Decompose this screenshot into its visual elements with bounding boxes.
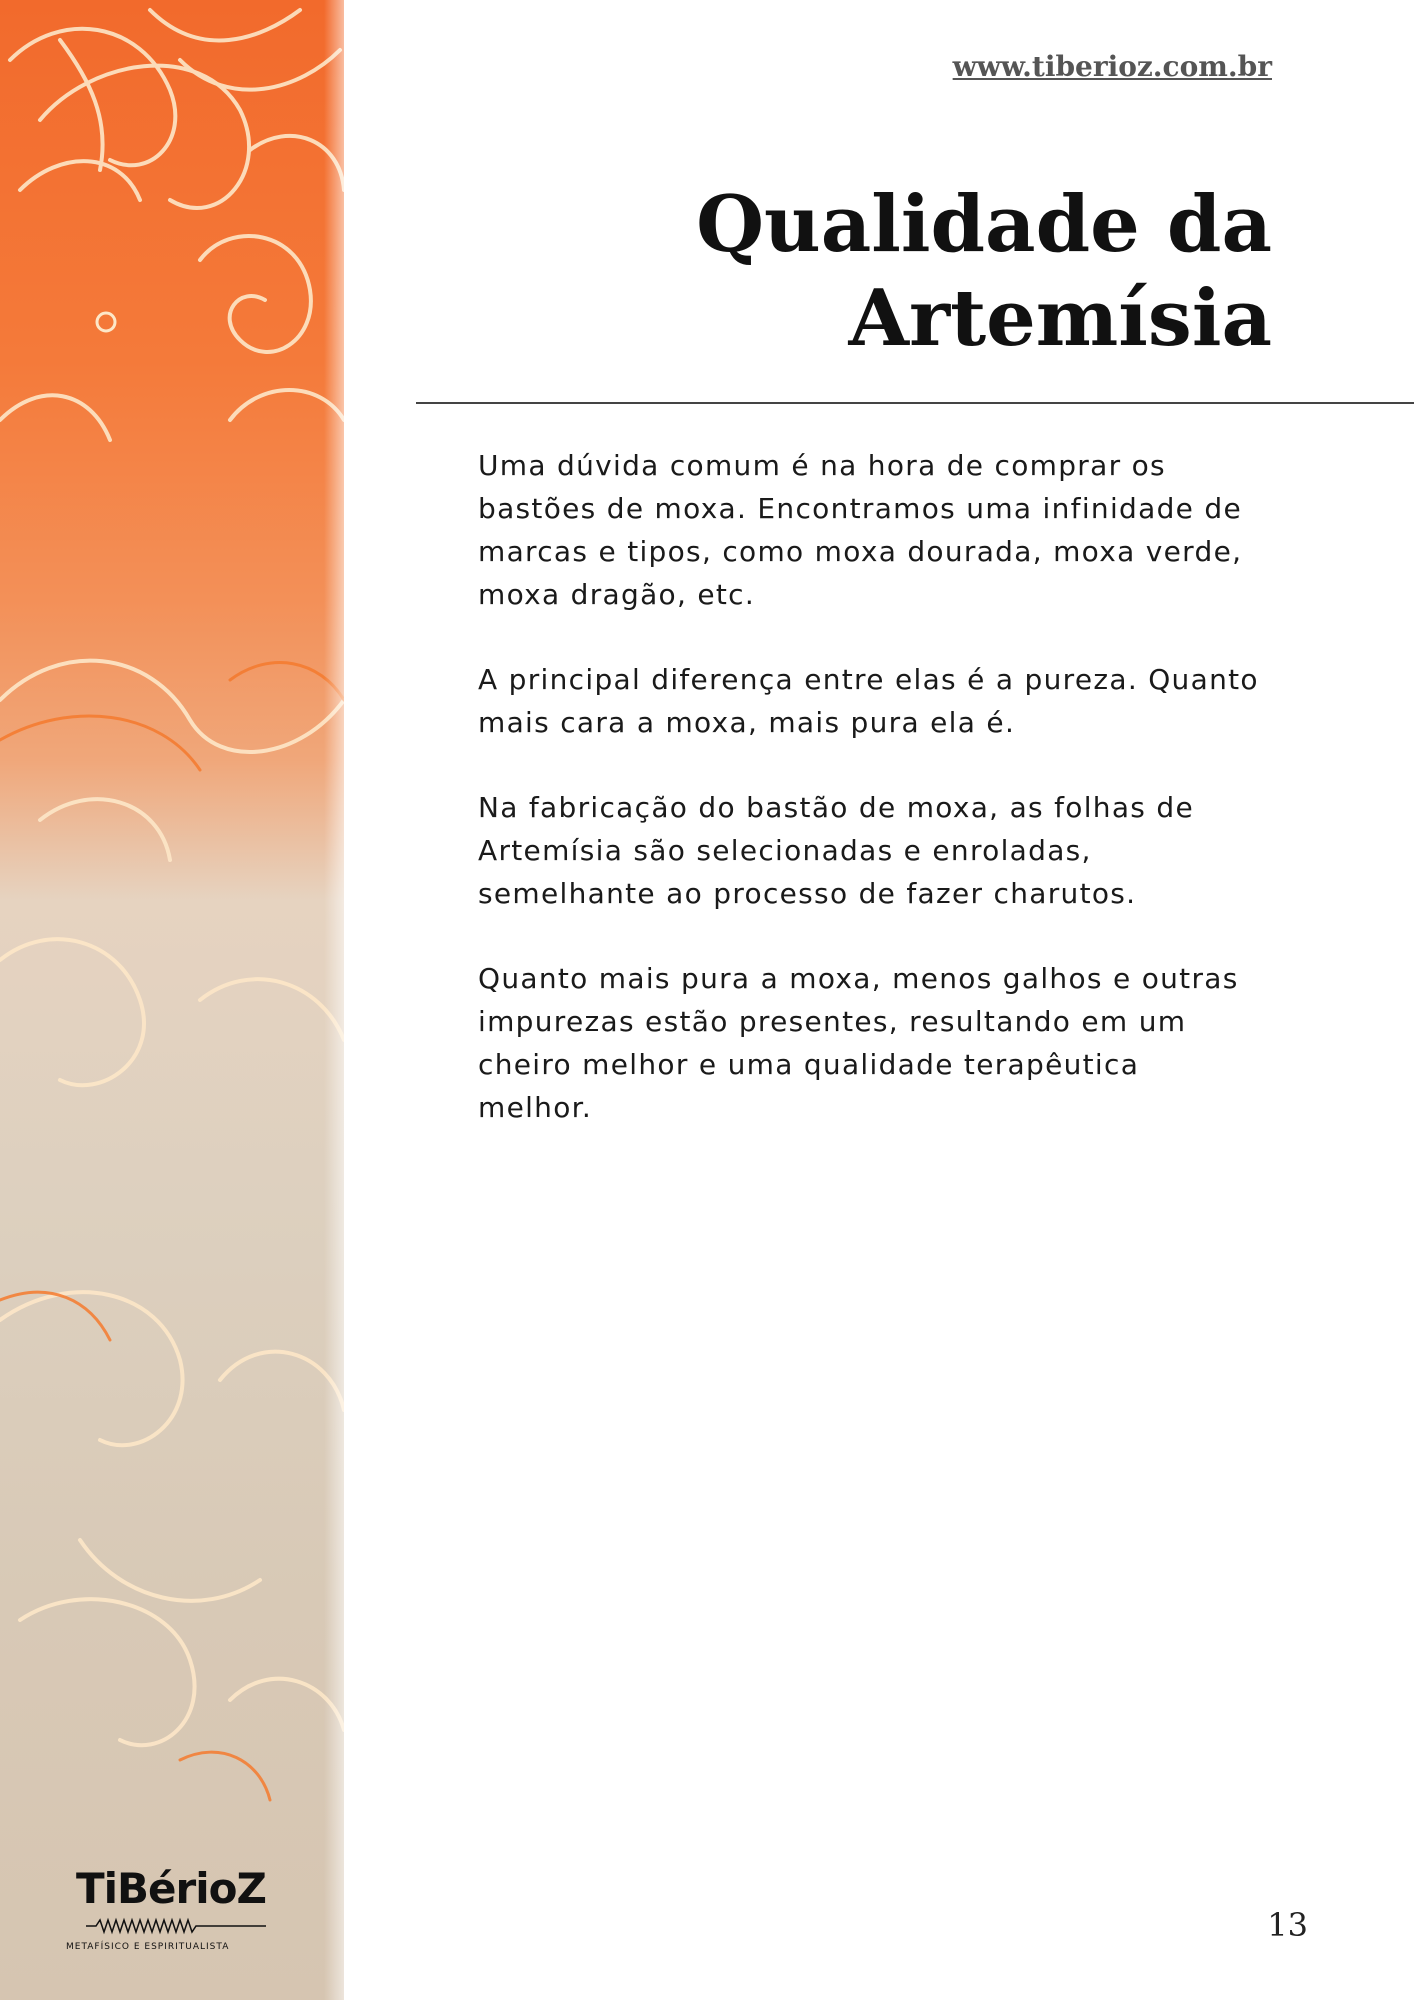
text-line: Uma dúvida comum é na hora de comprar os (478, 449, 1166, 482)
side-panel-fade (324, 0, 344, 2000)
text-line: marcas e tipos, como moxa dourada, moxa verde, (478, 535, 1243, 568)
brand-logo (66, 1864, 286, 1964)
page-title-line: Artemísia (848, 273, 1272, 364)
title-divider (416, 402, 1414, 404)
page-title (552, 178, 1272, 366)
text-line: impurezas estão presentes, resultando em um (478, 1005, 1187, 1038)
page-number: 13 (1267, 1906, 1308, 1944)
paragraph (478, 444, 1298, 616)
paragraph (478, 786, 1298, 915)
text-line: Na fabricação do bastão de moxa, as folhas de (478, 791, 1194, 824)
text-line: Quanto mais pura a moxa, menos galhos e outras (478, 962, 1239, 995)
text-line: moxa dragão, etc. (478, 578, 756, 611)
logo-tagline: METAFÍSICO E ESPIRITUALISTA (66, 1942, 230, 1952)
text-line: A principal diferença entre elas é a pureza. Quanto (478, 663, 1259, 696)
text-line: Artemísia são selecionadas e enroladas, (478, 834, 1092, 867)
site-url-link[interactable]: www.tiberioz.com.br (952, 50, 1272, 83)
text-line: bastões de moxa. Encontramos uma infinidade de (478, 492, 1242, 525)
text-line: cheiro melhor e uma qualidade terapêutica (478, 1048, 1140, 1081)
swirl-cloud-pattern-icon (0, 0, 344, 2000)
sound-wave-icon (86, 1916, 266, 1936)
paragraph (478, 658, 1298, 744)
page-title-line: Qualidade da (696, 179, 1272, 270)
logo-wordmark: TiBérioZ (76, 1864, 266, 1913)
paragraph (478, 957, 1298, 1129)
decorative-side-panel (0, 0, 344, 2000)
text-line: semelhante ao processo de fazer charutos. (478, 877, 1137, 910)
text-line: mais cara a moxa, mais pura ela é. (478, 706, 1016, 739)
text-line: melhor. (478, 1091, 593, 1124)
body-text (478, 444, 1298, 1171)
